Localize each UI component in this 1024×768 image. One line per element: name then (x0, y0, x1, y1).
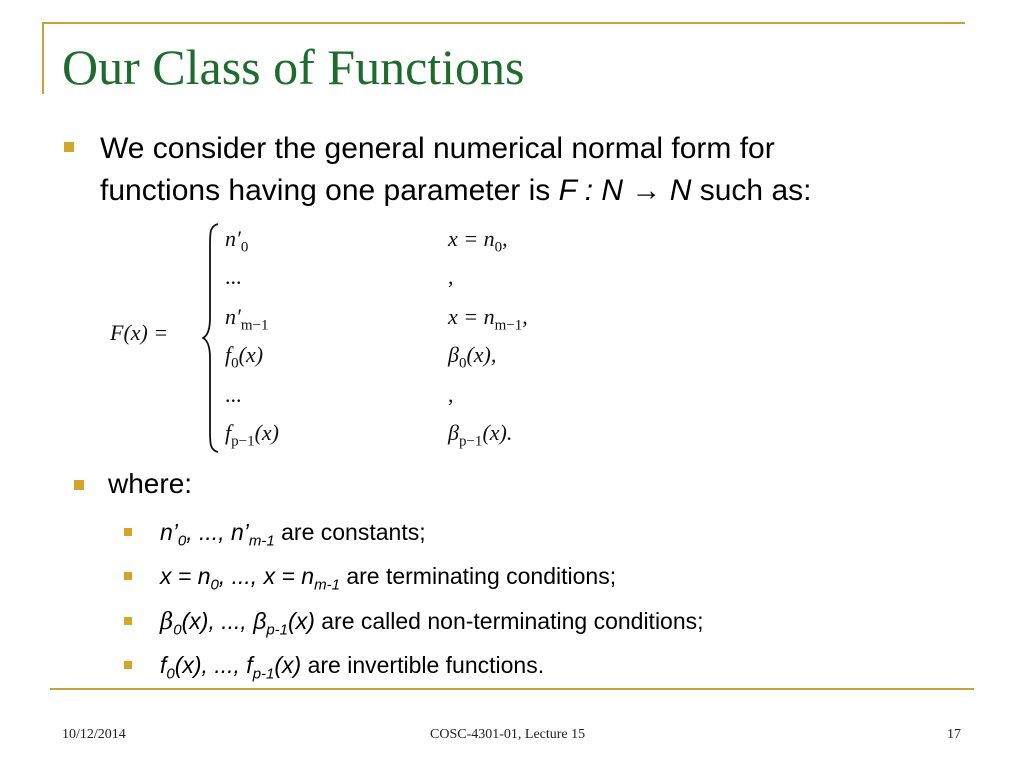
formula-row: $f_0(x)$ $\beta_0(x)$, (225, 342, 497, 372)
slide-title: Our Class of Functions (62, 39, 525, 95)
left-frame-line (42, 22, 44, 94)
formula-row: $n'_{m-1}$ $x = n_{m-1}$, (225, 304, 528, 334)
formula-row: $f_{p-1}(x)$ $\beta_{p-1}(x)$. (225, 420, 513, 450)
left-brace-icon (202, 222, 220, 454)
formula-row: $n'_0$ $x = n_0$, (225, 226, 508, 256)
intro-mapping-math: F : N → N (558, 174, 692, 207)
bullet-where-text: where: (108, 468, 193, 499)
intro-line-2-suffix: such as: (691, 174, 812, 207)
top-frame-line (43, 22, 965, 24)
footer-date: 10/12/2014 (62, 727, 126, 742)
footer-page-number: 17 (947, 727, 961, 742)
footer-course: COSC-4301-01, Lecture 15 (430, 727, 586, 742)
bullet-square-icon (124, 661, 132, 669)
bullet-square-icon (64, 142, 74, 152)
bullet-square-icon (74, 480, 84, 490)
bullet-square-icon (124, 572, 132, 580)
formula-lhs: F(x) = (110, 320, 169, 345)
formula-row: ... , (225, 382, 454, 407)
bullet-square-icon (124, 528, 132, 536)
bullet-intro-text (100, 128, 1000, 212)
intro-line-1: We consider the general numerical normal form for (100, 132, 775, 165)
piecewise-formula (110, 222, 528, 454)
bullet-square-icon (124, 617, 132, 625)
intro-line-2-prefix: functions having one parameter is (100, 174, 559, 207)
bottom-frame-line (50, 688, 974, 690)
formula-row: ... , (225, 264, 454, 289)
